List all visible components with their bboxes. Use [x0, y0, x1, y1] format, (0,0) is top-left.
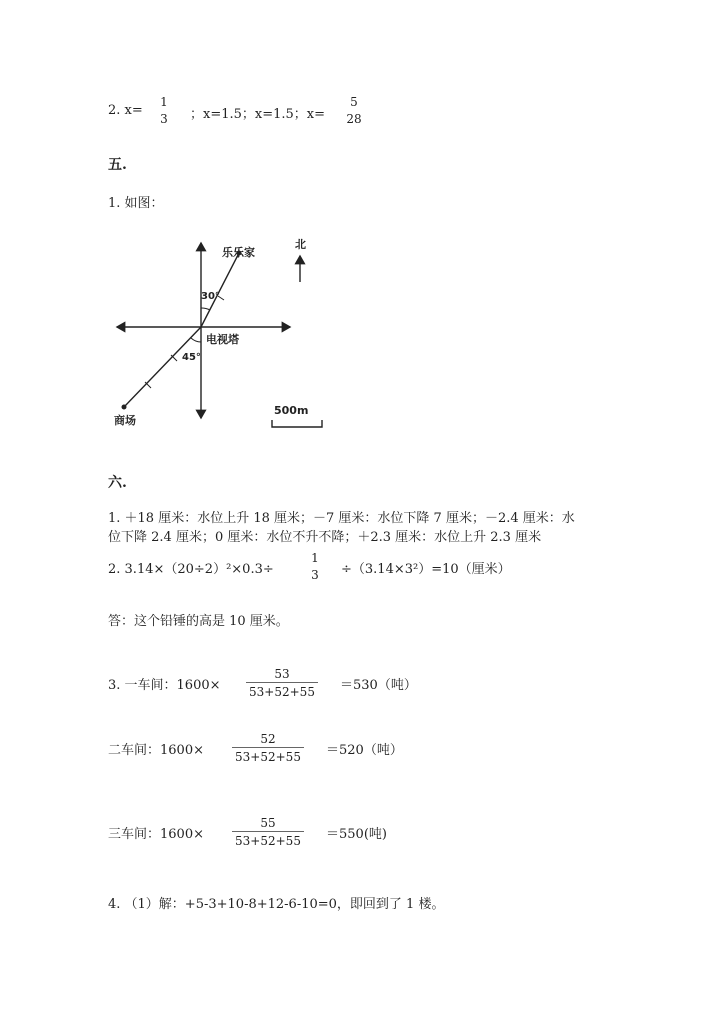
q2-fraction-1 [157, 96, 171, 125]
section-6-q2-fraction-denominator: 3 [311, 568, 319, 582]
section-6-answer: 答：这个铅锤的高是 10 厘米。 [108, 614, 289, 629]
mall-line [124, 327, 201, 407]
scale-label: 500m [274, 404, 309, 417]
section-6-q3-row-3-fraction [232, 817, 304, 847]
section-6-q3-row-2-prefix: 二车间：1600× [108, 743, 204, 758]
q2-fraction-1-numerator: 1 [160, 95, 168, 109]
section-6-q3-row-2-numerator: 52 [260, 732, 276, 746]
section-6-q3-row-2-denominator: 53+52+55 [235, 750, 301, 764]
mall-point [122, 405, 127, 410]
section-6-q3-row-3-denominator: 53+52+55 [235, 834, 301, 848]
angle-arc-30 [201, 308, 210, 310]
section-6-q3-row-3-prefix: 三车间：1600× [108, 827, 204, 842]
section-6-q3-row-3-numerator: 55 [260, 816, 276, 830]
scale-bar [272, 420, 322, 427]
section-6-q3-row-1-fraction [246, 668, 318, 698]
section-6-q4: 4. （1）解：+5-3+10-8+12-6-10=0，即回到了 1 楼。 [108, 897, 445, 912]
section-5-title: 五. [108, 157, 127, 173]
home-line [201, 253, 239, 327]
section-6-q2-fraction [308, 552, 322, 581]
section-6-q3-row-1-numerator: 53 [274, 667, 290, 681]
angle-arc-45 [191, 338, 201, 342]
q2-middle: ；x=1.5；x=1.5；x= [190, 107, 326, 122]
direction-diagram [100, 230, 340, 435]
angle-45-label: 45° [182, 352, 201, 363]
section-6-title: 六. [108, 475, 127, 491]
section-6-q3-row-1-denominator: 53+52+55 [249, 685, 315, 699]
tower-label: 电视塔 [206, 333, 239, 346]
north-label: 北 [295, 238, 306, 251]
section-6-q3-row-1-prefix: 3. 一车间：1600× [108, 678, 221, 693]
angle-30-label: 30° [201, 291, 220, 302]
section-6-q3-row-3-suffix: ＝550(吨) [326, 827, 387, 842]
q2-fraction-1-denominator: 3 [160, 112, 168, 126]
section-6-q3-row-2-suffix: ＝520（吨） [326, 743, 403, 758]
section-6-q2-prefix: 2. 3.14×（20÷2）²×0.3÷ [108, 562, 274, 577]
section-6-q2-suffix: ÷（3.14×3²）=10（厘米） [341, 562, 511, 577]
section-5-q1: 1. 如图： [108, 196, 164, 211]
home-label: 乐乐家 [222, 246, 255, 259]
section-6-q1-line2: 位下降 2.4 厘米；0 厘米：水位不升不降；＋2.3 厘米：水位上升 2.3 厘米 [108, 530, 542, 545]
q2-fraction-2-denominator: 28 [346, 112, 362, 126]
mall-label: 商场 [114, 414, 136, 427]
section-6-q1-line1: 1. ＋18 厘米：水位上升 18 厘米；－7 厘米：水位下降 7 厘米；－2.4 厘米：水 [108, 511, 575, 526]
section-6-q2-fraction-numerator: 1 [311, 551, 319, 565]
q2-prefix: 2. x= [108, 103, 143, 118]
q2-fraction-2 [343, 96, 365, 125]
section-6-q3-row-2-fraction [232, 733, 304, 763]
q2-fraction-2-numerator: 5 [350, 95, 358, 109]
section-6-q3-row-1-suffix: ＝530（吨） [340, 678, 417, 693]
